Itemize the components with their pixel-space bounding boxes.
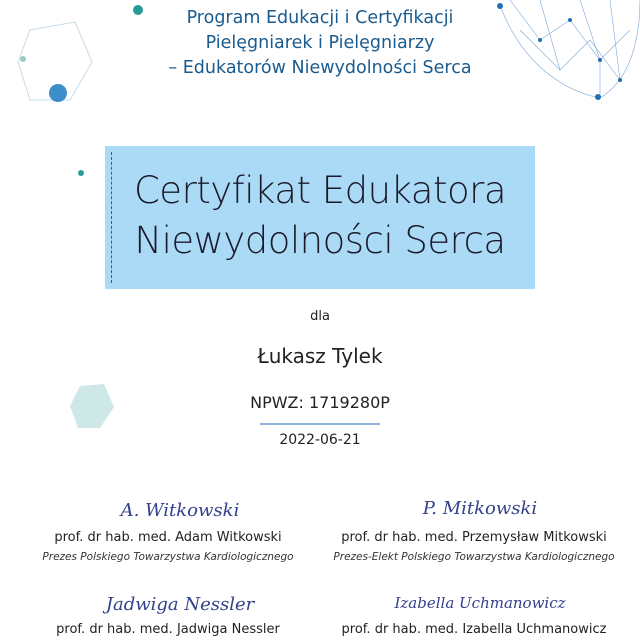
glow-dot-icon bbox=[49, 84, 67, 102]
title-line: Certyfikat Edukatora bbox=[133, 169, 507, 212]
signature-image: Jadwiga Nessler bbox=[105, 594, 255, 615]
certificate-title-box bbox=[105, 146, 535, 289]
heart-mesh-icon bbox=[500, 0, 640, 98]
npwz-number: NPWZ: 1719280P bbox=[250, 393, 390, 412]
header-line: – Edukatorów Niewydolności Serca bbox=[168, 58, 472, 78]
signature-image: P. Mitkowski bbox=[422, 498, 538, 519]
signature-image: A. Witkowski bbox=[120, 500, 240, 521]
signature-image: Izabella Uchmanowicz bbox=[394, 594, 566, 612]
recipient-name: Łukasz Tylek bbox=[257, 344, 383, 368]
dot-icon bbox=[20, 56, 26, 62]
dot-icon bbox=[78, 170, 84, 176]
signatory-name: prof. dr hab. med. Izabella Uchmanowicz bbox=[341, 622, 607, 637]
signatory-name: prof. dr hab. med. Przemysław Mitkowski bbox=[341, 530, 607, 545]
signatory-role: Prezes-Elekt Polskiego Towarzystwa Kardiologicznego bbox=[333, 551, 615, 563]
for-label: dla bbox=[310, 309, 330, 324]
certificate-title bbox=[105, 166, 535, 266]
issue-date: 2022-06-21 bbox=[279, 432, 361, 448]
signatory-role: Prezes Polskiego Towarzystwa Kardiologicznego bbox=[42, 551, 294, 563]
program-header bbox=[120, 6, 520, 81]
signatory-name: prof. dr hab. med. Jadwiga Nessler bbox=[56, 622, 280, 637]
title-line: Niewydolności Serca bbox=[134, 219, 506, 262]
header-line: Program Edukacji i Certyfikacji bbox=[186, 8, 454, 28]
header-line: Pielęgniarek i Pielęgniarzy bbox=[205, 33, 435, 53]
signatory-name: prof. dr hab. med. Adam Witkowski bbox=[54, 530, 282, 545]
